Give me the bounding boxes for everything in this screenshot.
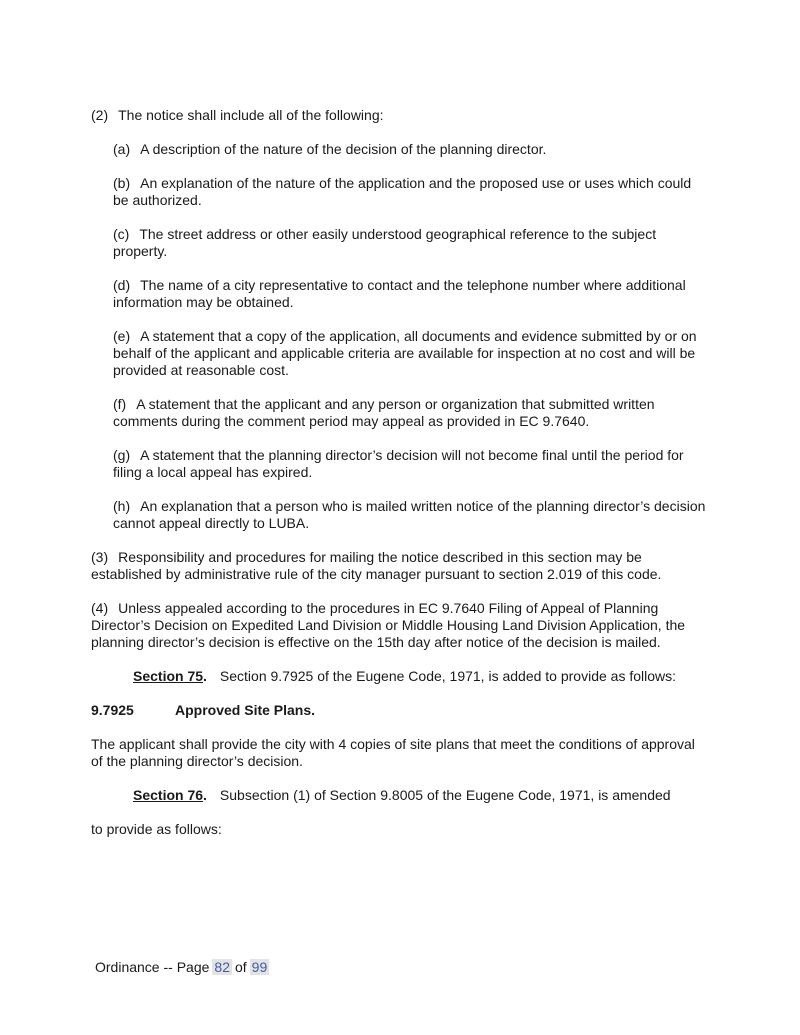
code-number: 9.7925 xyxy=(91,702,134,718)
paragraph-text: Responsibility and procedures for mailing the notice described in this section may be established by administrative rule of the city manager pursuant to section 2.019 of this code. xyxy=(91,549,662,582)
code-heading-9-7925 xyxy=(91,702,710,719)
paragraph-text: A description of the nature of the decision of the planning director. xyxy=(140,141,547,157)
paragraph-label: (h) xyxy=(113,498,131,514)
paragraph-text: Unless appealed according to the procedures in EC 9.7640 Filing of Appeal of Planning Director’s Decision on Expedited Land Division or Middle Housing Land Division Application, the planning director’s decision is effective on the 15th day after notice of the decision is mailed. xyxy=(91,600,686,650)
paragraph-label: (2) xyxy=(91,107,109,123)
paragraph-label: (d) xyxy=(113,277,131,293)
paragraph-text: The notice shall include all of the following: xyxy=(118,107,384,123)
page-footer xyxy=(95,959,272,976)
section-text: Subsection (1) of Section 9.8005 of the Eugene Code, 1971, is amended xyxy=(219,787,671,803)
document-content xyxy=(91,107,710,855)
section-period: . xyxy=(203,668,207,684)
paragraph-text: An explanation of the nature of the application and the proposed use or uses which could be authorized. xyxy=(113,175,692,208)
body-continuation xyxy=(91,821,710,838)
paragraph-label: (b) xyxy=(113,175,131,191)
item-d xyxy=(113,277,710,311)
item-b xyxy=(113,175,710,209)
code-title: Approved Site Plans. xyxy=(175,702,316,718)
paragraph-label: (a) xyxy=(113,141,131,157)
section-76-line xyxy=(91,787,710,804)
paragraph-label: (g) xyxy=(113,447,131,463)
page-number-field: 82 xyxy=(214,959,230,975)
paragraph-label: (e) xyxy=(113,328,131,344)
paragraph-text: A statement that the applicant and any person or organization that submitted written comments during the comment period may appeal as provided in EC 9.7640. xyxy=(113,396,655,429)
paragraph-label: (f) xyxy=(113,396,127,412)
footer-prefix: Ordinance -- Page xyxy=(95,959,210,975)
paragraph-text: The street address or other easily understood geographical reference to the subject property. xyxy=(113,226,657,259)
item-g xyxy=(113,447,710,481)
item-c xyxy=(113,226,710,260)
section-75-line xyxy=(91,668,710,685)
body-9-7925 xyxy=(91,736,710,770)
section-label: Section 75 xyxy=(133,668,204,684)
paragraph-text: to provide as follows: xyxy=(91,821,222,837)
item-f xyxy=(113,396,710,430)
item-h xyxy=(113,498,710,532)
paragraph-4 xyxy=(91,600,710,651)
paragraph-label: (4) xyxy=(91,600,109,616)
section-period: . xyxy=(203,787,207,803)
paragraph-text: An explanation that a person who is mailed written notice of the planning director’s decision cannot appeal directly to LUBA. xyxy=(113,498,706,531)
paragraph-label: (c) xyxy=(113,226,130,242)
paragraph-text: A statement that a copy of the application, all documents and evidence submitted by or on behalf of the applicant and applicable criteria are available for inspection at no cost and will be provided at reasonable cost. xyxy=(113,328,697,378)
paragraph-text: A statement that the planning director’s decision will not become final until the period for filing a local appeal has expired. xyxy=(113,447,684,480)
footer-of-label: of xyxy=(234,959,247,975)
section-label: Section 76 xyxy=(133,787,204,803)
item-e xyxy=(113,328,710,379)
paragraph-text: The name of a city representative to contact and the telephone number where additional information may be obtained. xyxy=(113,277,686,310)
paragraph-3 xyxy=(91,549,710,583)
section-text: Section 9.7925 of the Eugene Code, 1971, is added to provide as follows: xyxy=(219,668,677,684)
paragraph-2 xyxy=(91,107,710,124)
page-total-field: 99 xyxy=(251,959,268,975)
paragraph-label: (3) xyxy=(91,549,109,565)
paragraph-text: The applicant shall provide the city with 4 copies of site plans that meet the conditions of approval of the planning director’s decision. xyxy=(91,736,695,769)
item-a xyxy=(113,141,710,158)
